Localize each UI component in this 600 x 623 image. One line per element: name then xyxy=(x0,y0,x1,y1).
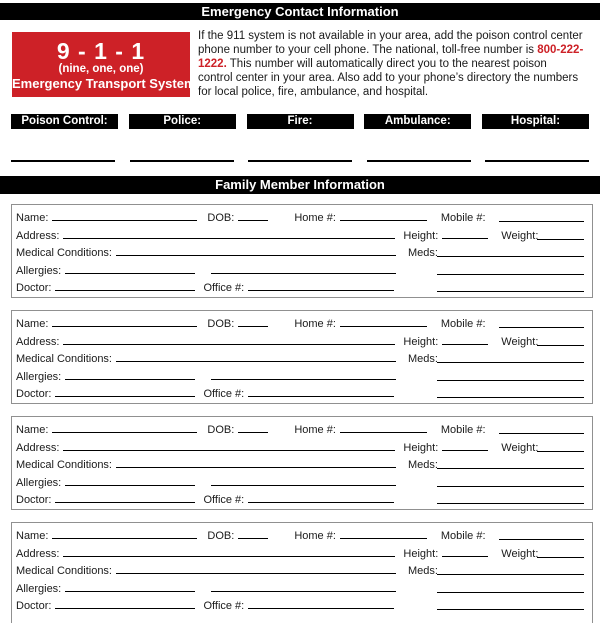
mobile-phone-line xyxy=(499,539,584,540)
meds-line xyxy=(437,256,584,257)
home-phone-line xyxy=(340,527,427,539)
mobile-phone-line xyxy=(499,433,584,434)
office-phone-line xyxy=(248,491,394,503)
medical-conditions-label: Medical Conditions: xyxy=(16,459,112,471)
allergies-line xyxy=(65,368,195,380)
contact-line-hospital xyxy=(485,160,589,162)
home-phone-label: Home #: xyxy=(294,424,336,436)
page-title: Emergency Contact Information xyxy=(201,4,399,19)
medical-conditions-label: Medical Conditions: xyxy=(16,565,112,577)
contact-labels-row xyxy=(11,114,589,129)
contact-line-fire xyxy=(248,160,352,162)
meds-continuation-line-2 xyxy=(437,503,584,504)
member-row-identity xyxy=(16,315,588,333)
doctor-label: Doctor: xyxy=(16,388,52,400)
member-row-medical xyxy=(16,244,588,262)
member-row-allergies xyxy=(16,262,588,280)
address-label: Address: xyxy=(16,229,60,242)
family-member-block xyxy=(11,522,593,623)
contact-label-police: Police: xyxy=(129,114,236,129)
911-subtitle: (nine, one, one) xyxy=(58,62,144,75)
intro-text-after: This number will automatically direct you to the nearest poison control center in your area. Also add to your phone’s directory the numbers for local police, fire, ambulance, and hospital. xyxy=(198,58,579,98)
dob-line xyxy=(238,315,268,327)
medical-conditions-label: Medical Conditions: xyxy=(16,353,112,365)
member-row-medical xyxy=(16,562,588,580)
name-line xyxy=(52,315,197,327)
meds-label: Meds: xyxy=(408,459,438,471)
contact-write-in-row xyxy=(11,160,589,162)
intro-text-before: If the 911 system is not available in your area, add the poison control center phone number to your cell phone. The national, toll-free number is xyxy=(198,30,583,56)
member-row-allergies xyxy=(16,368,588,386)
home-phone-label: Home #: xyxy=(294,212,336,224)
medical-conditions-line xyxy=(116,350,396,362)
poison-control-phone-number: 800-222-1222. xyxy=(198,44,584,70)
meds-continuation-line xyxy=(437,274,584,275)
meds-continuation-line-2 xyxy=(437,397,584,398)
meds-continuation-line xyxy=(437,486,584,487)
doctor-label: Doctor: xyxy=(16,282,52,294)
doctor-line xyxy=(55,279,195,291)
address-line xyxy=(63,439,395,451)
doctor-line xyxy=(55,491,195,503)
contact-line-poison-control xyxy=(11,160,115,162)
member-row-medical xyxy=(16,350,588,368)
weight-label: Weight: xyxy=(501,335,539,348)
address-line xyxy=(63,545,395,557)
contact-line-ambulance xyxy=(367,160,471,162)
meds-label: Meds: xyxy=(408,565,438,577)
name-label: Name: xyxy=(16,424,49,436)
member-row-allergies xyxy=(16,474,588,492)
name-label: Name: xyxy=(16,530,49,542)
family-member-block xyxy=(11,310,593,404)
allergies-label: Allergies: xyxy=(16,582,62,595)
height-label: Height: xyxy=(403,335,439,348)
contact-label-hospital: Hospital: xyxy=(482,114,589,129)
contact-label-poison-control: Poison Control: xyxy=(11,114,118,129)
member-row-address xyxy=(16,545,588,563)
address-line xyxy=(63,227,395,239)
dob-label: DOB: xyxy=(207,530,235,542)
height-line xyxy=(442,545,488,557)
intro-section xyxy=(12,29,593,99)
allergies-label: Allergies: xyxy=(16,370,62,383)
office-phone-label: Office #: xyxy=(203,494,245,506)
family-member-block xyxy=(11,416,593,510)
weight-label: Weight: xyxy=(501,229,539,242)
911-number: 9 - 1 - 1 xyxy=(56,37,146,64)
allergies-continuation-line xyxy=(211,262,396,274)
home-phone-line xyxy=(340,315,427,327)
height-line xyxy=(442,227,488,239)
dob-label: DOB: xyxy=(207,212,235,224)
meds-continuation-line-2 xyxy=(437,291,584,292)
allergies-label: Allergies: xyxy=(16,264,62,277)
member-row-medical xyxy=(16,456,588,474)
office-phone-label: Office #: xyxy=(203,388,245,400)
member-row-doctor xyxy=(16,385,588,403)
member-row-doctor xyxy=(16,491,588,509)
office-phone-line xyxy=(248,385,394,397)
allergies-continuation-line xyxy=(211,368,396,380)
allergies-continuation-line xyxy=(211,474,396,486)
mobile-phone-line xyxy=(499,327,584,328)
name-line xyxy=(52,209,197,221)
meds-line xyxy=(437,362,584,363)
name-label: Name: xyxy=(16,318,49,330)
911-emergency-box xyxy=(12,32,196,97)
home-phone-line xyxy=(340,209,427,221)
member-row-address xyxy=(16,439,588,457)
contact-line-police xyxy=(130,160,234,162)
allergies-line xyxy=(65,474,195,486)
medical-conditions-line xyxy=(116,244,396,256)
height-label: Height: xyxy=(403,441,439,454)
address-line xyxy=(63,333,395,345)
mobile-phone-label: Mobile #: xyxy=(440,212,486,224)
weight-line xyxy=(537,239,584,240)
family-members xyxy=(11,204,593,623)
mobile-phone-label: Mobile #: xyxy=(440,424,486,436)
member-row-address xyxy=(16,227,588,245)
dob-label: DOB: xyxy=(207,318,235,330)
member-row-address xyxy=(16,333,588,351)
meds-line xyxy=(437,468,584,469)
name-label: Name: xyxy=(16,212,49,224)
dob-line xyxy=(238,209,268,221)
home-phone-label: Home #: xyxy=(294,530,336,542)
address-label: Address: xyxy=(16,335,60,348)
family-member-block xyxy=(11,204,593,298)
dob-line xyxy=(238,421,268,433)
contact-label-ambulance: Ambulance: xyxy=(364,114,471,129)
member-row-identity xyxy=(16,527,588,545)
allergies-label: Allergies: xyxy=(16,476,62,489)
weight-label: Weight: xyxy=(501,547,539,560)
medical-conditions-line xyxy=(116,562,396,574)
contact-label-fire: Fire: xyxy=(247,114,354,129)
member-row-allergies xyxy=(16,580,588,598)
height-line xyxy=(442,333,488,345)
emergency-header-bar xyxy=(0,3,600,20)
meds-label: Meds: xyxy=(408,247,438,259)
address-label: Address: xyxy=(16,441,60,454)
home-phone-line xyxy=(340,421,427,433)
office-phone-line xyxy=(248,279,394,291)
mobile-phone-label: Mobile #: xyxy=(440,318,486,330)
weight-label: Weight: xyxy=(501,441,539,454)
allergies-continuation-line xyxy=(211,580,396,592)
doctor-line xyxy=(55,385,195,397)
medical-conditions-line xyxy=(116,456,396,468)
office-phone-line xyxy=(248,597,394,609)
meds-continuation-line xyxy=(437,592,584,593)
doctor-line xyxy=(55,597,195,609)
family-header-bar xyxy=(0,176,600,194)
height-line xyxy=(442,439,488,451)
dob-line xyxy=(238,527,268,539)
name-line xyxy=(52,421,197,433)
name-line xyxy=(52,527,197,539)
meds-label: Meds: xyxy=(408,353,438,365)
dob-label: DOB: xyxy=(207,424,235,436)
member-row-identity xyxy=(16,209,588,227)
address-label: Address: xyxy=(16,547,60,560)
mobile-phone-label: Mobile #: xyxy=(440,530,486,542)
meds-continuation-line-2 xyxy=(437,609,584,610)
doctor-label: Doctor: xyxy=(16,494,52,506)
member-row-doctor xyxy=(16,279,588,297)
height-label: Height: xyxy=(403,229,439,242)
member-row-doctor xyxy=(16,597,588,615)
weight-line xyxy=(537,451,584,452)
office-phone-label: Office #: xyxy=(203,600,245,612)
member-row-identity xyxy=(16,421,588,439)
home-phone-label: Home #: xyxy=(294,318,336,330)
allergies-line xyxy=(65,580,195,592)
mobile-phone-line xyxy=(499,221,584,222)
medical-conditions-label: Medical Conditions: xyxy=(16,247,112,259)
family-section-title: Family Member Information xyxy=(215,177,385,192)
meds-continuation-line xyxy=(437,380,584,381)
intro-paragraph xyxy=(198,29,584,99)
weight-line xyxy=(537,557,584,558)
meds-line xyxy=(437,574,584,575)
office-phone-label: Office #: xyxy=(203,282,245,294)
allergies-line xyxy=(65,262,195,274)
weight-line xyxy=(537,345,584,346)
doctor-label: Doctor: xyxy=(16,600,52,612)
height-label: Height: xyxy=(403,547,439,560)
911-caption: Emergency Transport System xyxy=(12,75,196,91)
